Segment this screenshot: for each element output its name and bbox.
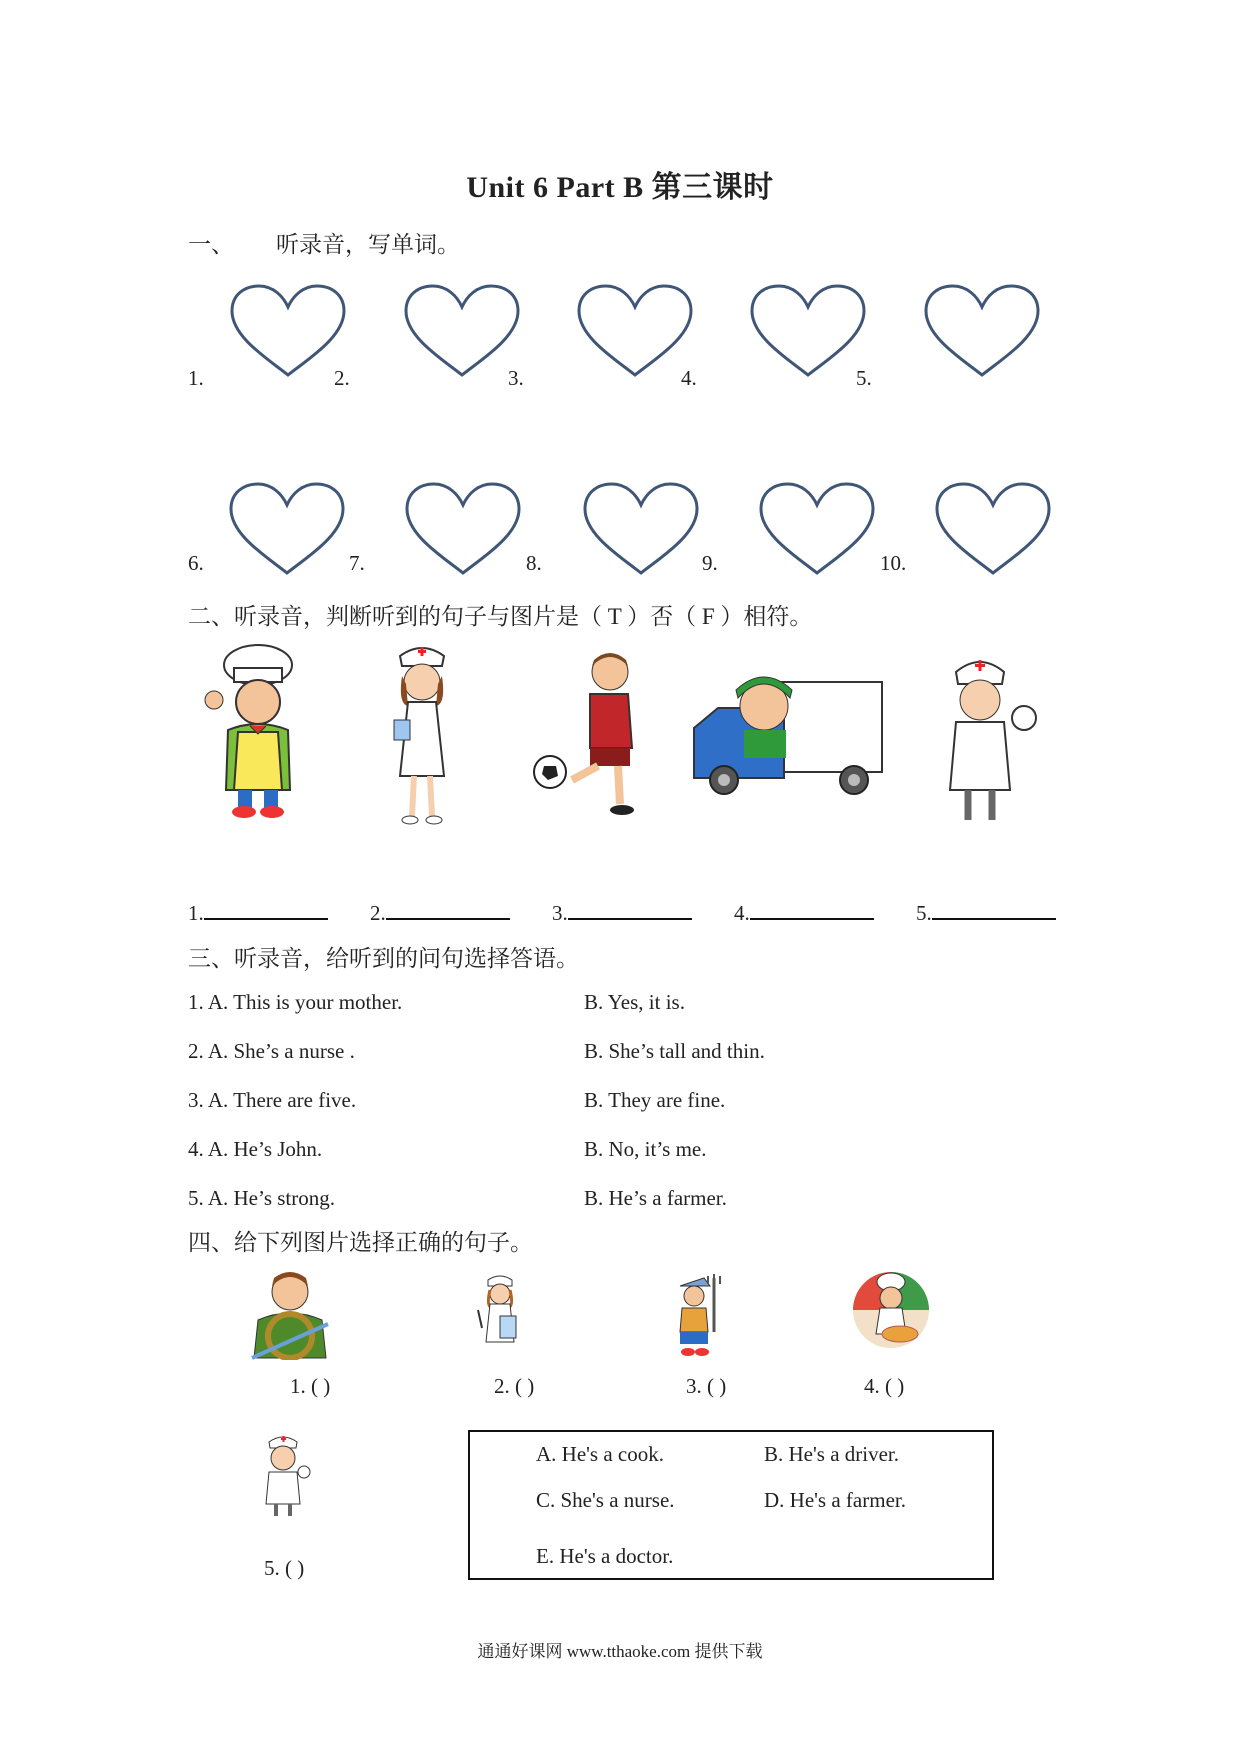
q5-option-b[interactable]: B. He’s a farmer. [584,1186,727,1210]
q2-option-a[interactable]: 2. A. She’s a nurse . [188,1039,355,1063]
tf-label-2: 2. [370,901,386,925]
tf-answer-3[interactable] [552,896,692,926]
tf-blank-5[interactable] [932,896,1056,920]
tf-answer-5[interactable] [916,896,1056,926]
heart-blank-4[interactable] [748,283,868,379]
heart-blank-2[interactable] [402,283,522,379]
q4-option-b[interactable]: B. No, it’s me. [584,1137,707,1161]
heart-blank-9[interactable] [757,481,877,577]
heart-label-10: 10. [880,551,907,575]
q4-option-a[interactable]: 4. A. He’s John. [188,1137,323,1161]
option-a: A. He's a cook. [536,1442,664,1466]
football-player-illustration [528,648,648,818]
tf-blank-3[interactable] [568,896,692,920]
heart-blank-1[interactable] [228,283,348,379]
option-e: E. He's a doctor. [536,1544,674,1568]
cook-illustration [198,640,318,820]
heart-label-8: 8. [526,551,542,575]
heart-label-7: 7. [349,551,365,575]
match-blank-4[interactable]: 4. ( ) [864,1374,905,1398]
truck-driver-illustration [688,668,888,808]
option-b: B. He's a driver. [764,1442,900,1466]
heart-blank-5[interactable] [922,283,1042,379]
heart-label-1: 1. [188,366,204,390]
section1-heading: 听录音，写单词。 [276,232,460,257]
section3-heading: 三、听录音，给听到的问句选择答语。 [188,946,579,971]
match-blank-5[interactable]: 5. ( ) [264,1556,305,1580]
tf-label-4: 4. [734,901,750,925]
heart-blank-6[interactable] [227,481,347,577]
heart-label-9: 9. [702,551,718,575]
heart-label-5: 5. [856,366,872,390]
heart-label-2: 2. [334,366,350,390]
option-d: D. He's a farmer. [764,1488,906,1512]
farmer-illustration [670,1272,722,1358]
tf-blank-2[interactable] [386,896,510,920]
page-title: Unit 6 Part B 第三课时 [466,171,774,204]
q1-option-b[interactable]: B. Yes, it is. [584,990,685,1014]
doctor-illustration [920,650,1040,830]
section2-heading: 二、听录音，判断听到的句子与图片是（ T ）否（ F ）相符。 [188,604,813,629]
heart-blank-7[interactable] [403,481,523,577]
match-blank-3[interactable]: 3. ( ) [686,1374,727,1398]
q3-option-b[interactable]: B. They are fine. [584,1088,726,1112]
cook-small-illustration [850,1268,932,1352]
match-blank-2[interactable]: 2. ( ) [494,1374,535,1398]
nurse-illustration [372,640,472,830]
q2-option-b[interactable]: B. She’s tall and thin. [584,1039,765,1063]
tf-blank-1[interactable] [204,896,328,920]
driver-illustration [244,1266,336,1360]
q1-option-a[interactable]: 1. A. This is your mother. [188,990,403,1014]
q3-option-a[interactable]: 3. A. There are five. [188,1088,357,1112]
tf-answer-2[interactable] [370,896,510,926]
heart-label-4: 4. [681,366,697,390]
heart-label-6: 6. [188,551,204,575]
tf-answer-1[interactable] [188,896,328,926]
tf-answer-4[interactable] [734,896,874,926]
tf-blank-4[interactable] [750,896,874,920]
tf-label-1: 1. [188,901,204,925]
option-c: C. She's a nurse. [536,1488,675,1512]
tf-label-5: 5. [916,901,932,925]
nurse-small-illustration [472,1272,528,1356]
doctor-small-illustration [252,1432,314,1518]
section1-heading-number: 一、 [188,232,234,257]
heart-label-3: 3. [508,366,524,390]
section4-heading: 四、给下列图片选择正确的句子。 [188,1230,533,1255]
heart-blank-10[interactable] [933,481,1053,577]
q5-option-a[interactable]: 5. A. He’s strong. [188,1186,335,1210]
footer-text: 通通好课网 www.tthaoke.com 提供下载 [477,1642,763,1661]
match-blank-1[interactable]: 1. ( ) [290,1374,331,1398]
heart-blank-3[interactable] [575,283,695,379]
tf-label-3: 3. [552,901,568,925]
heart-blank-8[interactable] [581,481,701,577]
